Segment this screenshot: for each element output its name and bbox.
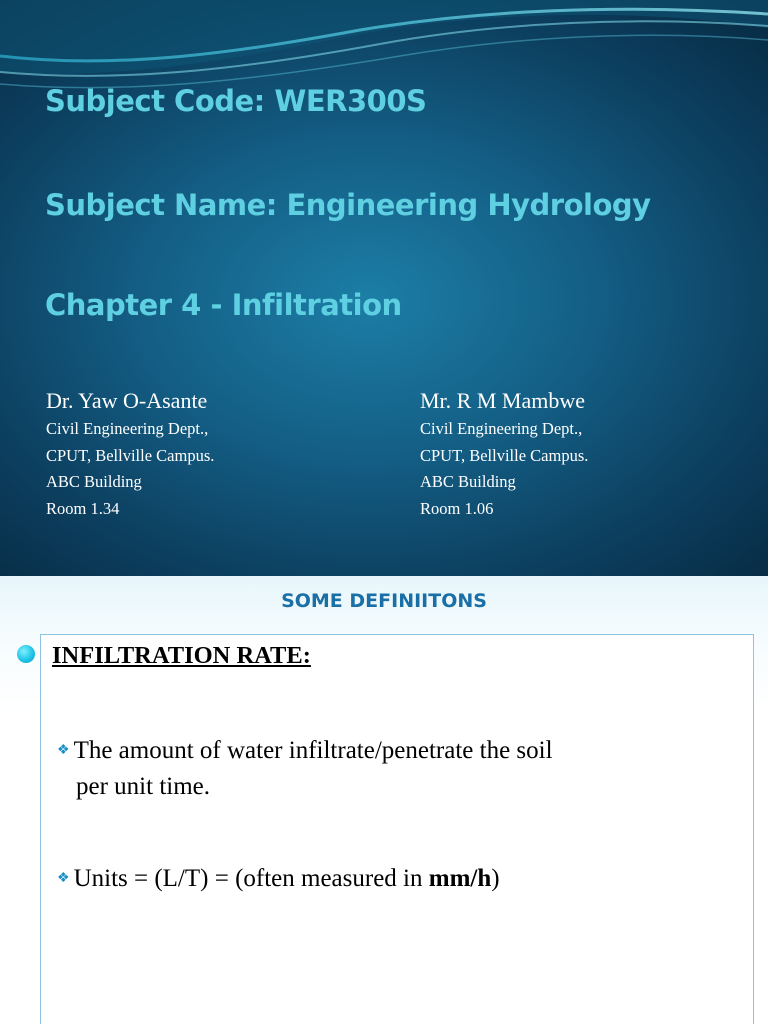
definitions-slide [0, 576, 768, 1024]
units-prefix: Units = (L/T) = (often measured in [73, 865, 429, 892]
author-room: Room 1.34 [46, 498, 120, 518]
chapter-title: Chapter 4 - Infiltration [45, 288, 402, 322]
item-text-line2: per unit time. [76, 773, 210, 800]
author-building: ABC Building [46, 472, 142, 491]
content-box [40, 634, 754, 1024]
subject-name-title: Subject Name: Engineering Hydrology [45, 188, 651, 222]
circle-bullet-icon [17, 645, 35, 663]
author-campus: CPUT, Bellville Campus. [420, 445, 589, 465]
author-building: ABC Building [420, 472, 516, 491]
slide-heading: SOME DEFINIITONS [281, 590, 487, 612]
author-dept: Civil Engineering Dept., [46, 419, 209, 438]
author-name: Mr. R M Mambwe [420, 388, 585, 413]
units-value: mm/h [428, 865, 492, 892]
author-name: Dr. Yaw O-Asante [46, 388, 208, 413]
author-campus: CPUT, Bellville Campus. [46, 445, 215, 465]
author-dept: Civil Engineering Dept., [420, 419, 583, 438]
author-block-1 [46, 386, 214, 522]
units-suffix: ) [491, 865, 500, 892]
diamond-bullet-icon: ❖ [57, 743, 70, 758]
list-item [57, 733, 553, 805]
list-item [57, 861, 500, 897]
author-room: Room 1.06 [420, 498, 494, 518]
author-block-2 [420, 386, 588, 522]
item-text-line1: The amount of water infiltrate/penetrate the soil [73, 737, 553, 764]
definition-title: INFILTRATION RATE: [52, 642, 311, 669]
diamond-bullet-icon: ❖ [57, 871, 70, 886]
subject-code-title: Subject Code: WER300S [45, 84, 427, 118]
